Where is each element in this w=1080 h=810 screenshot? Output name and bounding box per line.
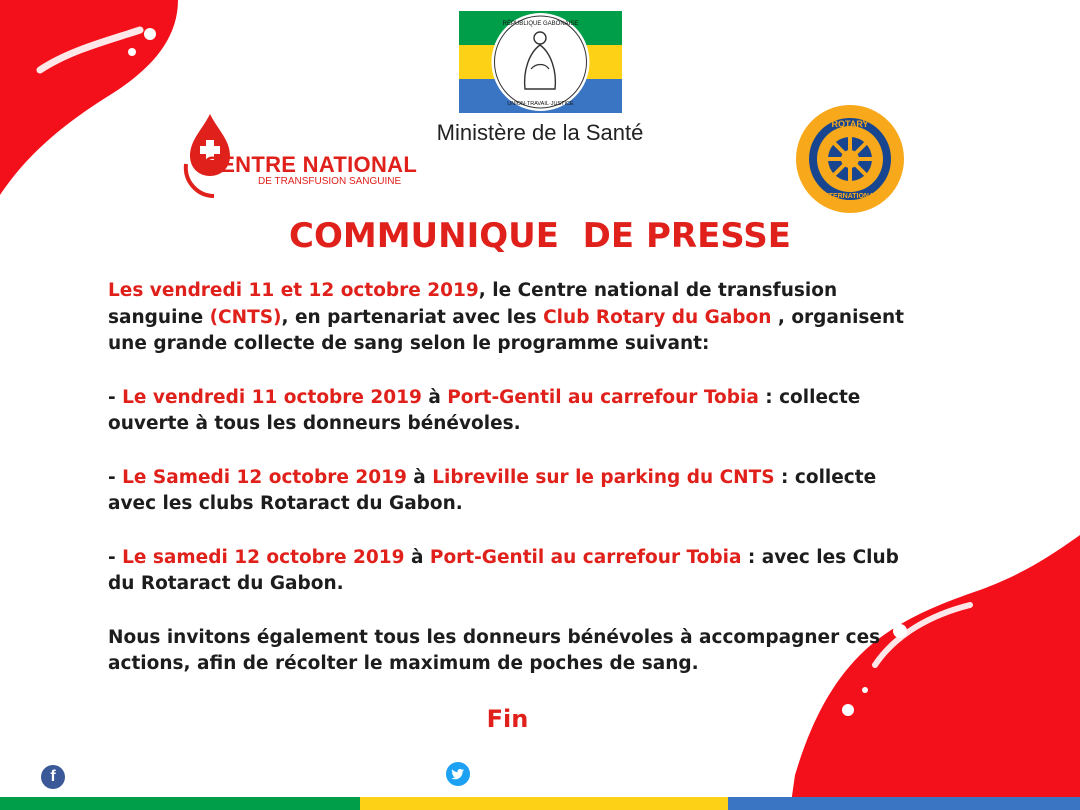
item-dash: - bbox=[108, 546, 123, 568]
press-release-body bbox=[108, 278, 923, 705]
item-location: Port-Gentil au carrefour Tobia bbox=[429, 546, 742, 568]
item-date: Le Samedi 12 octobre 2019 bbox=[122, 466, 407, 488]
twitter-icon[interactable] bbox=[446, 762, 470, 786]
item-connector: à bbox=[421, 386, 448, 408]
facebook-glyph: f bbox=[50, 768, 56, 785]
item-location: Libreville sur le parking du CNTS bbox=[432, 466, 775, 488]
item-description: : collecte ouverte à tous les donneurs bénévoles. bbox=[108, 386, 861, 434]
intro-text-1: , le Centre national de transfusion sanguine bbox=[108, 280, 838, 328]
item-date: Le samedi 12 octobre 2019 bbox=[122, 546, 405, 568]
rotary-bottom-text: INTERNATIONAL bbox=[821, 193, 879, 200]
gabon-flag-logo bbox=[459, 11, 622, 113]
item-connector: à bbox=[406, 466, 433, 488]
ministry-name: Ministère de la Santé bbox=[436, 120, 644, 145]
rotary-club-name: Club Rotary du Gabon bbox=[543, 306, 772, 328]
seal-bottom-text: UNION·TRAVAIL·JUSTICE bbox=[507, 101, 574, 107]
closing-paragraph: Nous invitons également tous les donneurs bénévoles à accompagner ces actions, afin de récolter le maximum de poches de sang. bbox=[108, 626, 881, 674]
cnts-logo-subtitle: DE TRANSFUSION SANGUINE bbox=[258, 176, 402, 187]
footer-stripe-blue bbox=[728, 797, 1080, 810]
item-dash: - bbox=[108, 466, 123, 488]
schedule-item-1 bbox=[108, 385, 923, 438]
intro-text-3: , organisent une grande collecte de sang selon le programme suivant: bbox=[108, 306, 904, 354]
twitter-bird-icon bbox=[446, 762, 470, 786]
blood-splash-top-left bbox=[0, 0, 180, 200]
intro-paragraph bbox=[108, 278, 923, 358]
item-connector: à bbox=[404, 546, 430, 568]
fin-text: Fin bbox=[486, 705, 529, 733]
event-dates: Les vendredi 11 et 12 octobre 2019 bbox=[108, 280, 479, 301]
cnts-acronym: (CNTS) bbox=[209, 306, 282, 328]
rotary-logo bbox=[793, 102, 907, 216]
item-location: Port-Gentil au carrefour Tobia bbox=[447, 386, 759, 408]
cnts-logo bbox=[180, 110, 418, 200]
page-title: COMMUNIQUE DE PRESSE bbox=[289, 216, 791, 256]
footer-stripe-green bbox=[0, 797, 360, 810]
rotary-top-text: ROTARY bbox=[831, 119, 869, 129]
schedule-item-3 bbox=[108, 545, 923, 598]
item-description: : avec les Club du Rotaract du Gabon. bbox=[108, 546, 899, 594]
item-description: : collecte avec les clubs Rotaract du Gabon. bbox=[108, 466, 877, 514]
facebook-icon[interactable] bbox=[41, 765, 65, 789]
item-date: Le vendredi 11 octobre 2019 bbox=[122, 386, 422, 408]
footer-stripe-yellow bbox=[360, 797, 728, 810]
item-dash: - bbox=[108, 386, 123, 408]
seal-top-text: RÉPUBLIQUE GABONAISE bbox=[502, 21, 579, 27]
intro-text-2: , en partenariat avec les bbox=[281, 306, 544, 328]
schedule-item-2 bbox=[108, 465, 923, 518]
cnts-logo-title: CENTRE NATIONAL bbox=[204, 152, 418, 177]
